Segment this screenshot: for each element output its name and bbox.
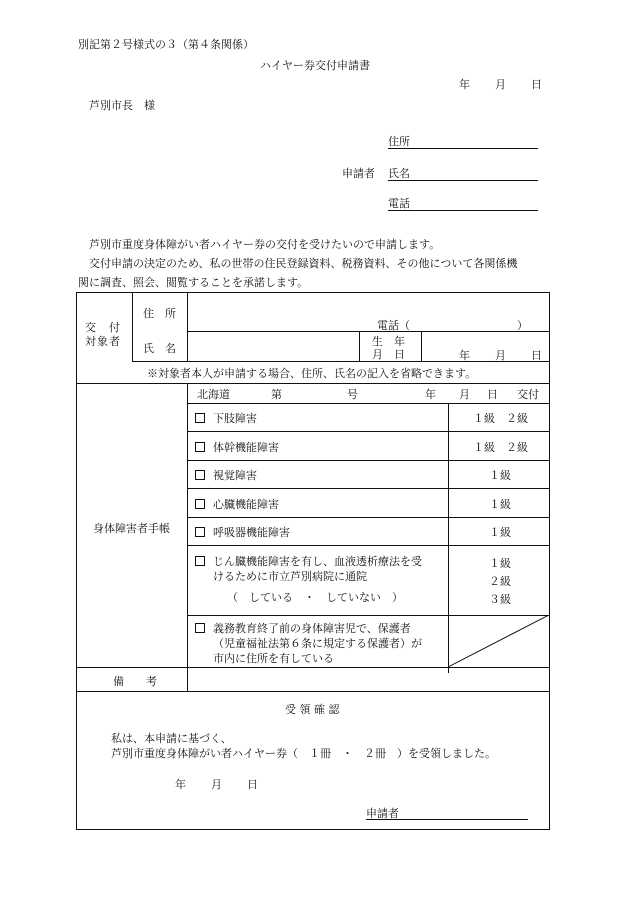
disability-row-visual[interactable]	[195, 467, 257, 483]
birth-year: 年	[459, 349, 470, 362]
disability-grade: １級	[489, 526, 511, 539]
issue-month: 月	[459, 388, 470, 401]
checkbox[interactable]	[195, 413, 205, 423]
issue-year: 年	[425, 388, 436, 401]
disability-grade: １級 ２級	[473, 441, 528, 454]
applicant-phone-label: 電話	[388, 197, 410, 210]
date-day: 日	[531, 78, 542, 91]
kidney-line-2: けるために市立芦別病院に通院	[213, 570, 367, 583]
disability-name: 体幹機能障害	[213, 441, 279, 454]
disability-name: 下肢障害	[213, 412, 257, 425]
disability-grade: １級	[489, 469, 511, 482]
remarks-label: 備 考	[113, 675, 157, 688]
receipt-year: 年	[175, 778, 186, 791]
intro-text-1: 芦別市重度身体障がい者ハイヤー券の交付を受けたいので申請します。	[89, 238, 441, 251]
receipt-line-1: 私は、本申請に基づく、	[111, 732, 232, 745]
applicant-address-label: 住所	[388, 135, 410, 148]
application-table	[76, 292, 550, 830]
target-name-label: 氏 名	[143, 342, 176, 355]
applicant-address-field[interactable]	[388, 133, 538, 149]
handbook-dai: 第	[271, 388, 282, 401]
addressee: 芦別市長 様	[89, 99, 155, 112]
receipt-applicant-field[interactable]	[366, 805, 528, 820]
disability-name: 視覚障害	[213, 469, 257, 482]
disability-row-lower-limb[interactable]	[195, 410, 257, 426]
checkbox[interactable]	[195, 527, 205, 537]
applicant-name-label: 氏名	[388, 167, 410, 180]
disability-row-kidney[interactable]	[195, 553, 422, 569]
date-year: 年	[459, 78, 470, 91]
birth-label-1: 生 年	[372, 335, 405, 348]
kidney-line-1: じん臓機能障害を有し、血液透析療法を受	[213, 555, 422, 568]
applicant-name-field[interactable]	[388, 165, 538, 181]
target-address-input[interactable]	[191, 295, 545, 317]
disability-row-trunk[interactable]	[195, 439, 279, 455]
page-title: ハイヤー券交付申請書	[260, 59, 370, 72]
intro-text-2: 交付申請の決定のため、私の世帯の住民登録資料、税務資料、その他について各関係機	[89, 257, 518, 270]
birth-month: 月	[495, 349, 506, 362]
disability-row-respiratory[interactable]	[195, 524, 290, 540]
disability-row-guardian[interactable]	[195, 620, 411, 636]
applicant-phone-field[interactable]	[388, 195, 538, 211]
receipt-title: 受 領 確 認	[285, 703, 340, 716]
receipt-month: 月	[211, 778, 222, 791]
kidney-options[interactable]: （ している ・ していない ）	[227, 591, 403, 604]
target-label-2: 対象者	[85, 335, 121, 348]
birth-label-2: 月 日	[372, 348, 405, 361]
handbook-label: 身体障害者手帳	[93, 522, 170, 535]
kidney-grade-3: ３級	[489, 593, 511, 606]
checkbox[interactable]	[195, 623, 205, 633]
disability-grade: １級	[489, 498, 511, 511]
remarks-input[interactable]	[191, 669, 545, 689]
target-label-1: 交 付	[85, 321, 121, 334]
disability-name: 呼吸器機能障害	[213, 526, 290, 539]
receipt-applicant-label: 申請者	[366, 807, 399, 820]
target-phone-label: 電話（	[377, 319, 410, 332]
birth-day: 日	[531, 349, 542, 362]
checkbox[interactable]	[195, 442, 205, 452]
issue-day: 日	[487, 388, 498, 401]
receipt-line-2: 芦別市重度身体障がい者ハイヤー券（ １冊 ・ ２冊 ）を受領しました。	[111, 747, 496, 760]
checkbox[interactable]	[195, 556, 205, 566]
receipt-day: 日	[247, 778, 258, 791]
guardian-line-3: 市内に住所を有している	[213, 652, 334, 665]
form-number: 別記第２号様式の３（第４条関係）	[78, 38, 254, 51]
applicant-label: 申請者	[342, 167, 375, 180]
target-name-input[interactable]	[191, 333, 356, 359]
omit-note: ※対象者本人が申請する場合、住所、氏名の記入を省略できます。	[147, 367, 477, 380]
disability-name: 心臓機能障害	[213, 498, 279, 511]
checkbox[interactable]	[195, 470, 205, 480]
kidney-grade-1: １級	[489, 557, 511, 570]
target-address-label: 住 所	[143, 307, 176, 320]
handbook-go: 号	[347, 388, 358, 401]
intro-text-3: 関に調査、照会、閲覧することを承諾します。	[78, 276, 309, 289]
date-month: 月	[495, 78, 506, 91]
checkbox[interactable]	[195, 499, 205, 509]
disability-row-heart[interactable]	[195, 496, 279, 512]
disability-grade: １級 ２級	[473, 412, 528, 425]
guardian-line-2: （児童福祉法第６条に規定する保護者）が	[213, 637, 422, 650]
kidney-grade-2: ２級	[489, 575, 511, 588]
diagonal-slash	[448, 615, 549, 667]
issue-issued: 交付	[517, 388, 539, 401]
handbook-hokkaido: 北海道	[197, 388, 230, 401]
target-phone-close: ）	[517, 319, 528, 332]
guardian-line-1: 義務教育終了前の身体障害児で、保護者	[213, 622, 411, 635]
